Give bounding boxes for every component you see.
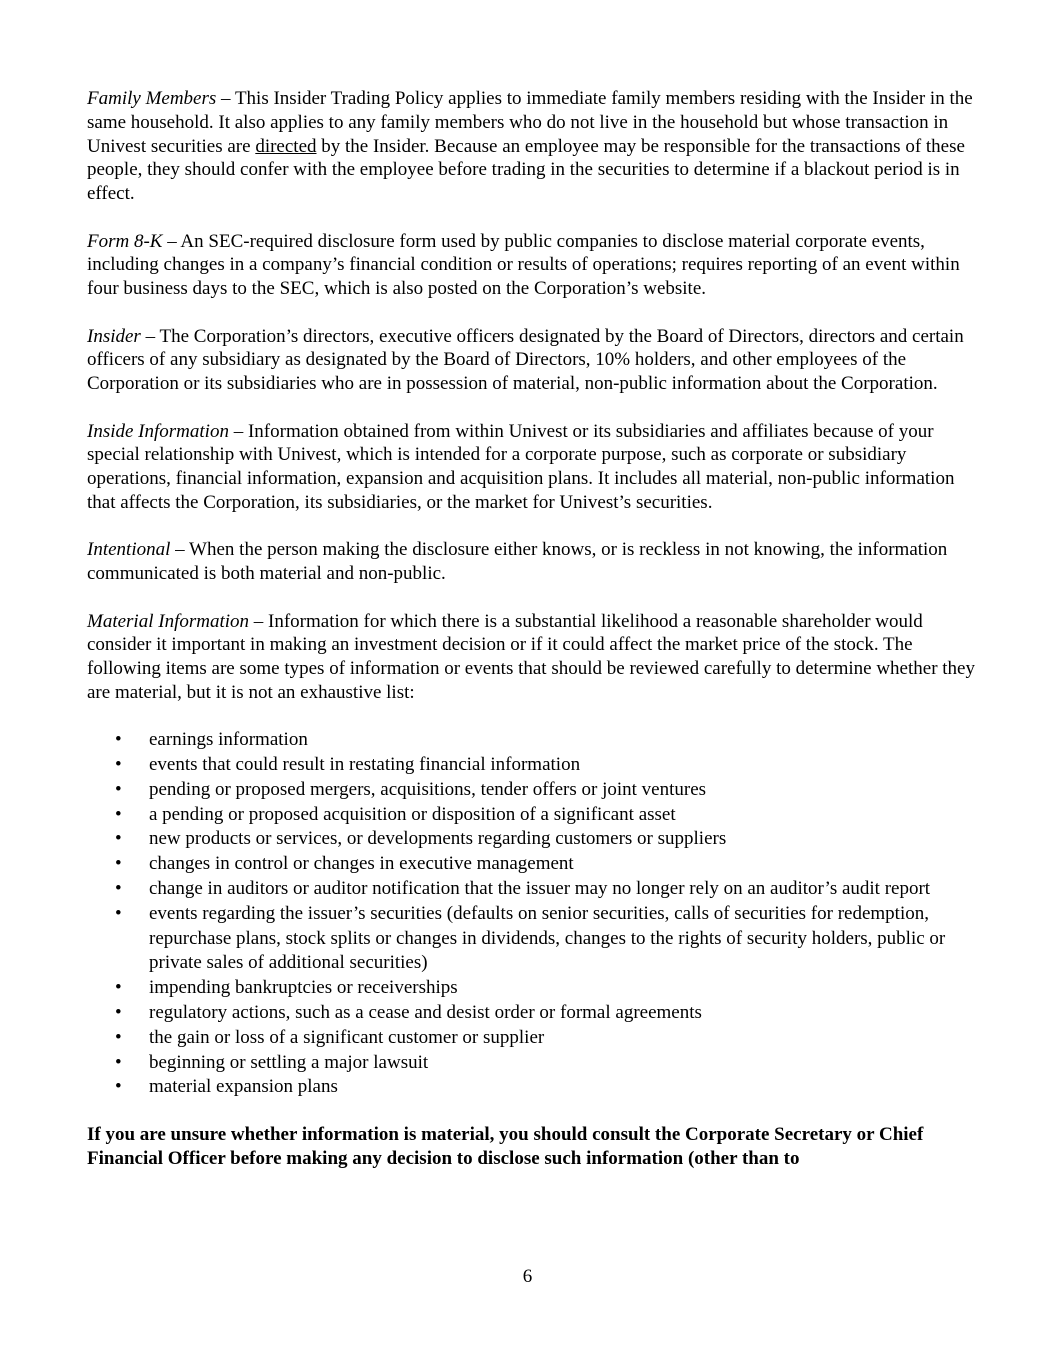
list-item: • earnings information (87, 728, 977, 753)
definition-inside-information-text: – Information obtained from within Univest or its subsidiaries and affiliates because of your special relationship with Univest, which is intended for a corporate purpose, such as corporate or subsidiary operations, financial information, expansion and acquisition plans. It includes all material, non-public information that affects the Corporation, its subsidiaries, or the market for Univest’s securities. (87, 420, 955, 513)
definition-form-8k-text: – An SEC-required disclosure form used by public companies to disclose material corporate events, including changes in a company’s financial condition or results of operations; requires reporting of an event within four business days to the SEC, which is also posted on the Corporation’s website. (87, 230, 960, 300)
definition-family-members-text-before: – This Insider Trading Policy applies to immediate family members residing with the Insider in the same household. It also applies to any family members who do not live in the household but whose transaction in Univest securities are (87, 88, 973, 157)
material-items-list (87, 728, 977, 1100)
document-page (87, 87, 977, 1171)
page-number: 6 (522, 1266, 533, 1287)
list-item: • material expansion plans (87, 1075, 977, 1100)
definition-material-information-text: – Information for which there is a substantial likelihood a reasonable shareholder would consider it important in making an investment decision or if it could affect the market price of the stock. The following items are some types of information or events that should be reviewed carefully to determine whether they are material, but it is not an exhaustive list: (87, 610, 975, 703)
list-item: • the gain or loss of a significant customer or supplier (87, 1026, 977, 1051)
term-material-information: Material Information (87, 610, 250, 632)
list-item: • pending or proposed mergers, acquisitions, tender offers or joint ventures (87, 778, 977, 803)
definition-inside-information (87, 420, 977, 515)
term-intentional: Intentional (87, 539, 171, 561)
definition-family-members-text-after: by the Insider. Because an employee may be responsible for the transactions of these people, they should confer with the employee before trading in the securities to determine if a blackout period is in effect. (87, 135, 965, 205)
term-form-8k: Form 8-K (87, 230, 163, 252)
definition-intentional-text: – When the person making the disclosure either knows, or is reckless in not knowing, the information communicated is both material and non-public. (87, 539, 948, 585)
list-item: • beginning or settling a major lawsuit (87, 1051, 977, 1076)
definition-material-information (87, 610, 977, 705)
term-family-members: Family Members (87, 88, 217, 109)
list-item: • change in auditors or auditor notification that the issuer may no longer rely on an auditor’s audit report (87, 877, 977, 902)
underlined-word-directed: directed (255, 135, 317, 157)
term-insider: Insider (87, 325, 141, 347)
definition-insider (87, 325, 977, 396)
list-item: • new products or services, or developments regarding customers or suppliers (87, 827, 977, 852)
list-item: • events that could result in restating financial information (87, 753, 977, 778)
definition-intentional (87, 538, 977, 586)
list-item: • a pending or proposed acquisition or disposition of a significant asset (87, 803, 977, 828)
definition-family-members (87, 87, 977, 206)
list-item: • changes in control or changes in executive management (87, 852, 977, 877)
definition-form-8k (87, 230, 977, 301)
definition-insider-text: – The Corporation’s directors, executive officers designated by the Board of Directors, directors and certain officers of any subsidiary as designated by the Board of Directors, 10% holders, and other employees of the Corporation or its subsidiaries who are in possession of material, non-public information about the Corporation. (87, 325, 964, 395)
list-item: • regulatory actions, such as a cease and desist order or formal agreements (87, 1001, 977, 1026)
term-inside-information: Inside Information (87, 420, 229, 442)
list-item: • events regarding the issuer’s securities (defaults on senior securities, calls of securities for redemption, repurchase plans, stock splits or changes in dividends, changes to the rights of security holders, public or private sales of additional securities) (87, 902, 977, 976)
consult-note: If you are unsure whether information is material, you should consult the Corporate Secretary or Chief Financial Officer before making any decision to disclose such information (other than to (87, 1124, 924, 1170)
list-item: • impending bankruptcies or receiverships (87, 976, 977, 1001)
